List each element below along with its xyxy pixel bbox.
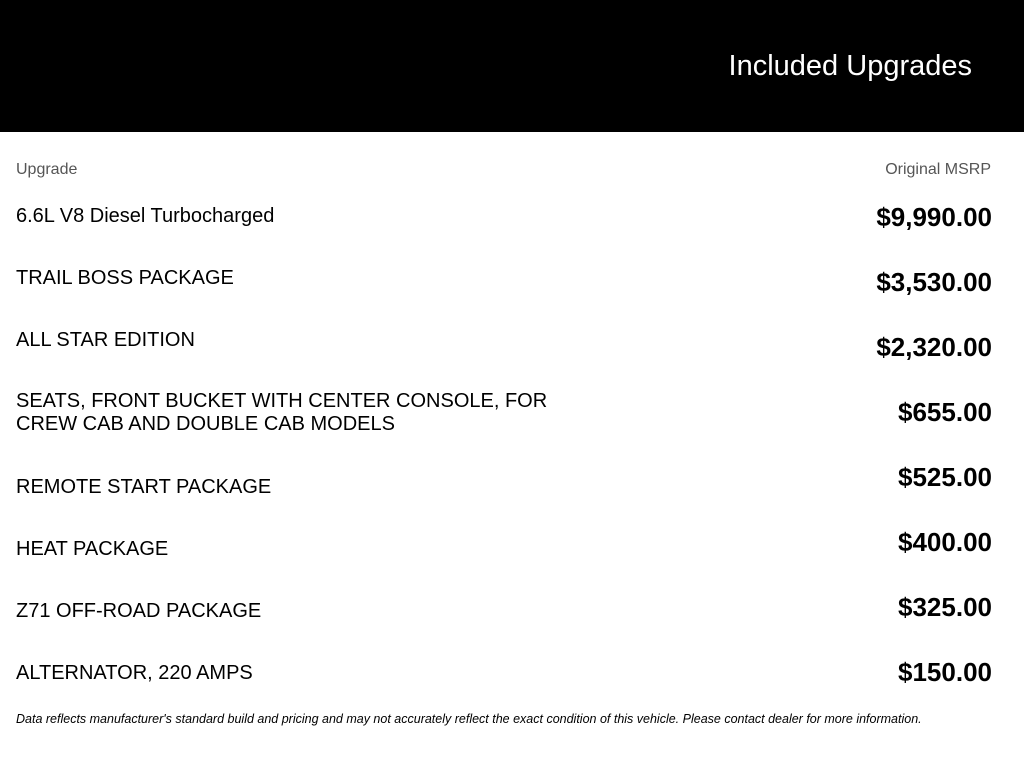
upgrade-name: REMOTE START PACKAGE (16, 476, 272, 498)
upgrade-price: $325.00 (898, 592, 992, 622)
page-header (0, 0, 1024, 132)
upgrade-price: $9,990.00 (876, 202, 992, 232)
upgrade-name: HEAT PACKAGE (16, 538, 169, 560)
upgrade-name: ALTERNATOR, 220 AMPS (16, 662, 253, 684)
upgrade-price: $150.00 (898, 657, 992, 687)
upgrade-price: $3,530.00 (876, 267, 992, 297)
upgrade-name: 6.6L V8 Diesel Turbocharged (16, 205, 275, 227)
upgrade-name: TRAIL BOSS PACKAGE (16, 267, 234, 289)
disclaimer-footnote: Data reflects manufacturer's standard build and pricing and may not accurately reflect the exact condition of this vehicle. Please contact dealer for more information. (16, 712, 922, 726)
upgrade-price: $655.00 (898, 397, 992, 427)
column-header-original-msrp: Original MSRP (885, 161, 991, 178)
upgrade-price: $525.00 (898, 462, 992, 492)
upgrade-name: ALL STAR EDITION (16, 329, 195, 351)
upgrade-name: Z71 OFF-ROAD PACKAGE (16, 600, 262, 622)
upgrade-price: $400.00 (898, 527, 992, 557)
page-title: Included Upgrades (728, 50, 972, 82)
column-header-upgrade: Upgrade (16, 161, 78, 178)
upgrade-price: $2,320.00 (876, 332, 992, 362)
upgrade-name: SEATS, FRONT BUCKET WITH CENTER CONSOLE, FOR CREW CAB AND DOUBLE CAB MODELS (16, 390, 548, 435)
